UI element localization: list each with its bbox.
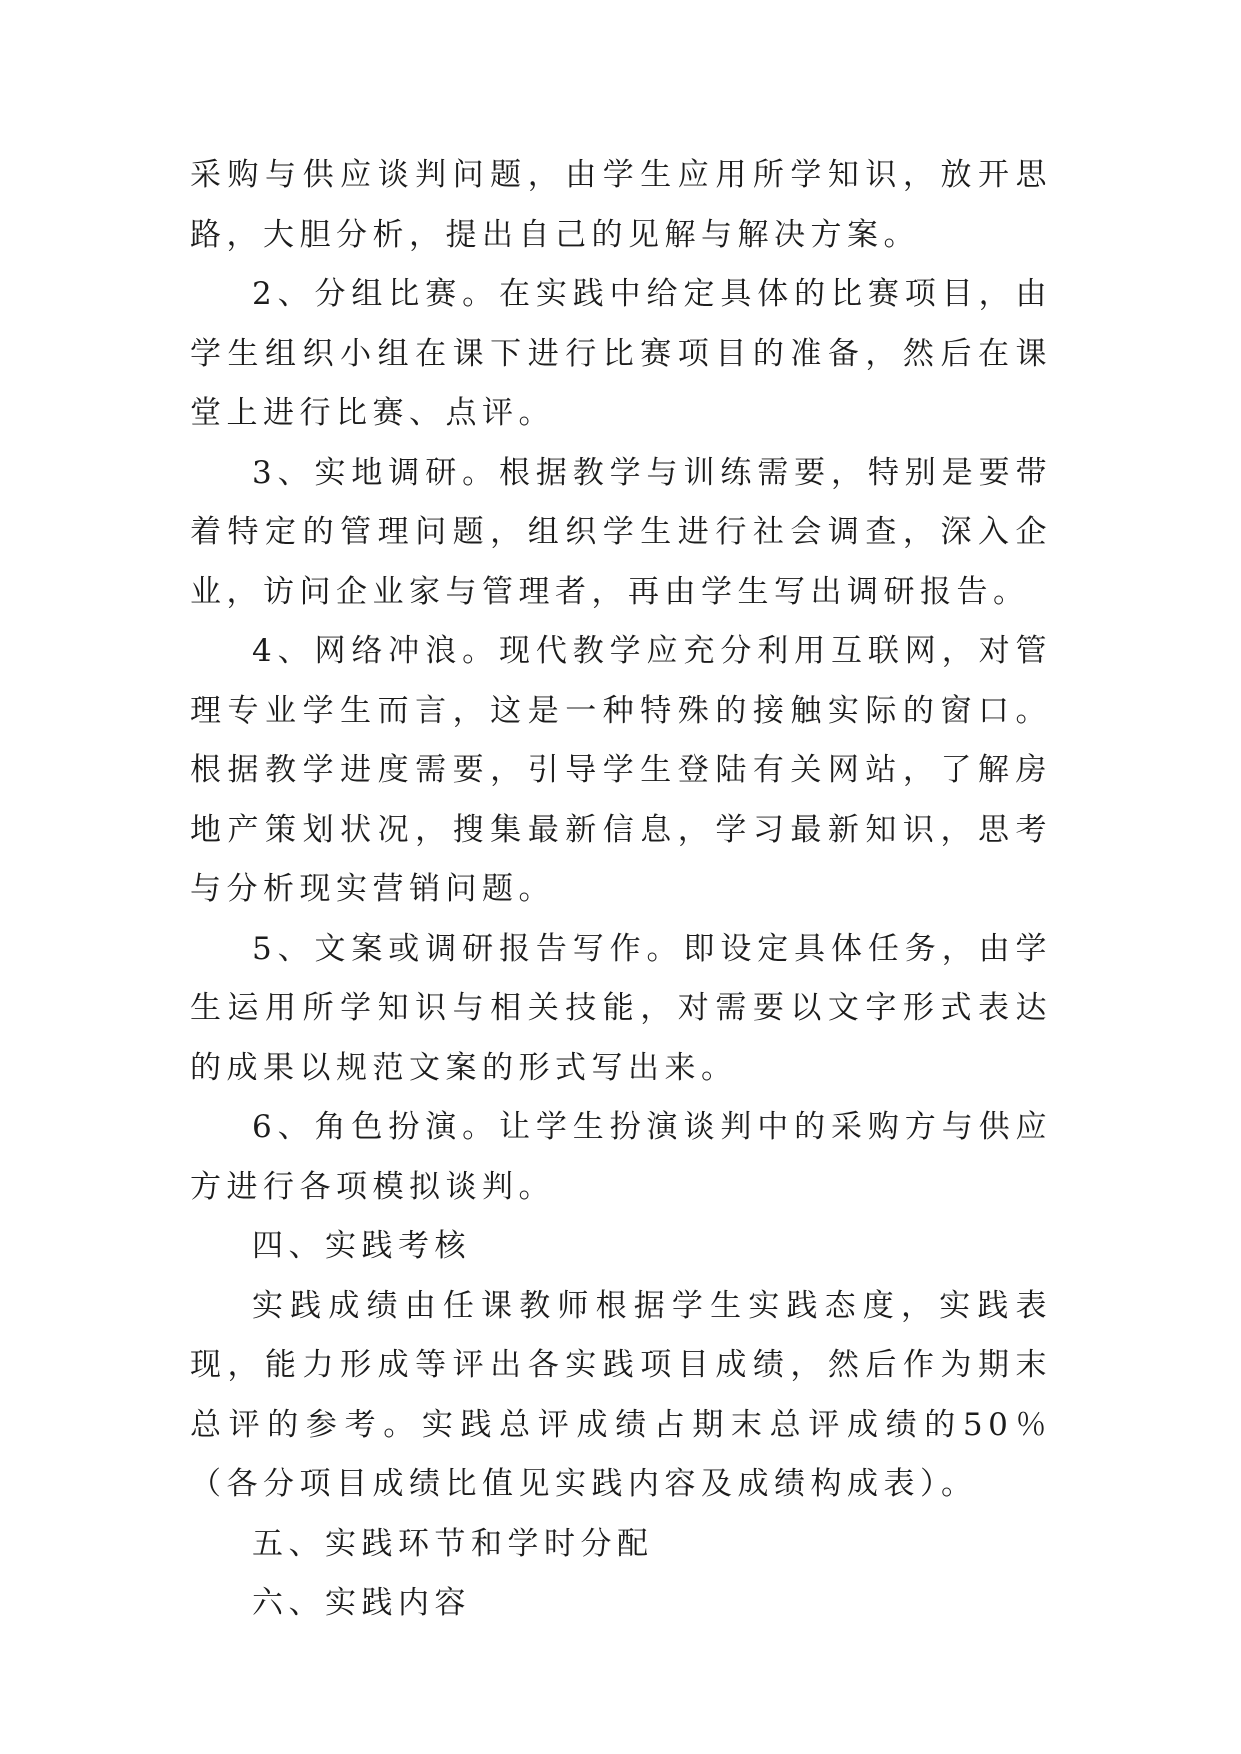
document-body xyxy=(190,146,1052,1634)
section-heading-hours-allocation: 五、实践环节和学时分配 xyxy=(252,1525,654,1562)
section-heading-assessment: 四、实践考核 xyxy=(252,1228,471,1264)
paragraph-web-surfing: 4、网络冲浪。现代教学应充分利用互联网，对管理专业学生而言，这是一种特殊的接触实际的窗口。根据教学进度需要，引导学生登陆有关网站，了解房地产策划状况，搜集最新信息，学习最新知识，思考与分析现实营销问题。 xyxy=(190,633,1052,907)
paragraph-role-play: 6、角色扮演。让学生扮演谈判中的采购方与供应方进行各项模拟谈判。 xyxy=(190,1109,1052,1205)
section-heading-practice-content: 六、实践内容 xyxy=(252,1585,471,1621)
paragraph-report-writing: 5、文案或调研报告写作。即设定具体任务，由学生运用所学知识与相关技能，对需要以文字形式表达的成果以规范文案的形式写出来。 xyxy=(190,930,1052,1086)
paragraph-intro-continuation: 采购与供应谈判问题，由学生应用所学知识，放开思路，大胆分析，提出自己的见解与解决方案。 xyxy=(190,157,1052,253)
paragraph-assessment: 实践成绩由任课教师根据学生实践态度，实践表现，能力形成等评出各实践项目成绩，然后作为期末总评的参考。实践总评成绩占期末总评成绩的50％（各分项目成绩比值见实践内容及成绩构成表）。 xyxy=(190,1287,1052,1502)
paragraph-field-research: 3、实地调研。根据教学与训练需要，特别是要带着特定的管理问题，组织学生进行社会调查，深入企业，访问企业家与管理者，再由学生写出调研报告。 xyxy=(190,454,1052,610)
paragraph-group-competition: 2、分组比赛。在实践中给定具体的比赛项目，由学生组织小组在课下进行比赛项目的准备，然后在课堂上进行比赛、点评。 xyxy=(190,276,1052,431)
